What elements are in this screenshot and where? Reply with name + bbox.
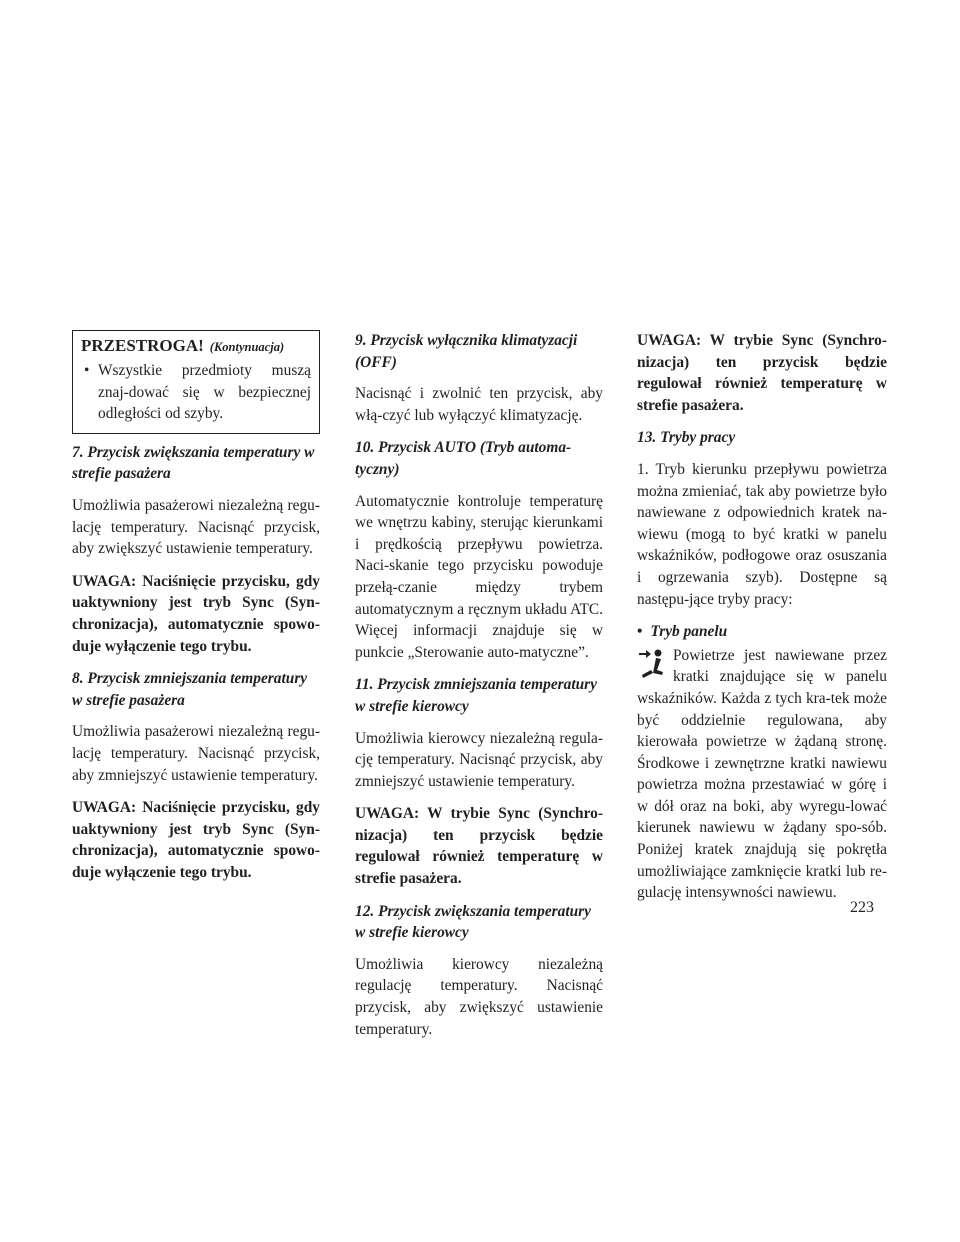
paragraph-11: Umożliwia kierowcy niezależną regula-cję temperatury. Nacisnąć przycisk, aby zmniejszyć ustawienie temperatury. xyxy=(355,729,603,790)
section-heading-8: 8. Przycisk zmniejszania temperatury w strefie pasażera xyxy=(72,670,308,709)
paragraph-12: Umożliwia kierowcy niezależną regulację temperatury. Nacisnąć przycisk, aby zwiększyć ustawienie temperatury. xyxy=(355,955,603,1038)
paragraph-13: 1. Tryb kierunku przepływu powietrza można zmieniać, tak aby powietrze było nawiewane z odpowiednich kratek na-wiewu (mogą to być kratki w panelu wskaźników, podłogowe oraz osuszania i ogrzewania szyb). Dostępne są następu-jące tryby pracy: xyxy=(637,460,887,608)
note-7: UWAGA: Naciśnięcie przycisku, gdy uaktywniony jest tryb Sync (Syn-chronizacja), automatycznie spowo-duje wyłączenie tego trybu. xyxy=(72,572,320,655)
paragraph-8: Umożliwia pasażerowi niezależną regu-lację temperatury. Nacisnąć przycisk, aby zmniejszyć ustawienie temperatury. xyxy=(72,723,320,784)
caution-continued: (Kontynuacja) xyxy=(209,340,285,354)
paragraph-7: Umożliwia pasażerowi niezależną regu-lację temperatury. Nacisnąć przycisk, aby zwiększyć ustawienie temperatury. xyxy=(72,496,320,558)
left-column xyxy=(72,330,320,894)
caution-title xyxy=(81,333,311,360)
section-heading-12: 12. Przycisk zwiększania temperatury w strefie kierowcy xyxy=(355,902,591,942)
bullet: • xyxy=(84,362,90,379)
right-column xyxy=(637,330,887,915)
panel-mode-icon xyxy=(637,648,665,682)
mode-text: Powietrze jest nawiewane przez kratki znajdujące się w panelu wskaźników. Każda z tych kra-tek może być oddzielnie regulowana, aby kierowała powietrze w żądaną stronę. Środkowe i zewnętrzne kratki nawiewu powietrza można przestawiać w górę i w dół oraz na boki, aby wyregu-lować kierunek nawiewu w żądany spo-sób. Poniżej kratek znajdują się pokrętła umożliwiające zamknięcie kratki lub re-gulację intensywności nawiewu. xyxy=(637,646,887,902)
mode-heading xyxy=(637,621,887,643)
section-heading-11: 11. Przycisk zmniejszania temperatury w strefie kierowcy xyxy=(355,676,597,715)
mode-description xyxy=(637,645,887,904)
bullet: • xyxy=(637,623,643,641)
caution-item-text: Wszystkie przedmioty muszą znaj-dować się w bezpiecznej odległości od szyby. xyxy=(98,362,311,423)
section-heading-7: 7. Przycisk zwiększania temperatury w strefie pasażera xyxy=(72,443,315,483)
caution-box xyxy=(72,330,320,434)
middle-column xyxy=(355,330,603,1051)
section-heading-10: 10. Przycisk AUTO (Tryb automa-tyczny) xyxy=(355,439,572,478)
paragraph-9: Nacisnąć i zwolnić ten przycisk, aby włą-czyć lub wyłączyć klimatyzację. xyxy=(355,385,603,424)
caution-heading: PRZESTROGA! xyxy=(81,336,204,355)
note-8: UWAGA: Naciśnięcie przycisku, gdy uaktywniony jest tryb Sync (Syn-chronizacja), automatycznie spowo-duje wyłączenie tego trybu. xyxy=(72,799,320,881)
note-13: UWAGA: W trybie Sync (Synchro-nizacja) ten przycisk będzie regulował również temperaturę w strefie pasażera. xyxy=(637,332,887,414)
section-heading-13: 13. Tryby pracy xyxy=(637,429,736,447)
caution-item xyxy=(81,360,311,425)
paragraph-10: Automatycznie kontroluje temperaturę we wnętrzu kabiny, sterując kierunkami i prędkością przepływu powietrza. Naci-skanie tego przycisku powoduje przełą-czanie między trybem automatycznym a ręcznym układu ATC. Więcej informacji znajduje się w punkcie „Sterowanie auto-matyczne”. xyxy=(355,492,603,661)
page-number: 223 xyxy=(850,899,874,916)
note-11: UWAGA: W trybie Sync (Synchro-nizacja) ten przycisk będzie regulował również temperaturę w strefie pasażera. xyxy=(355,805,603,888)
mode-title: Tryb panelu xyxy=(650,623,728,641)
section-heading-9: 9. Przycisk wyłącznika klimatyzacji (OFF) xyxy=(355,332,578,371)
